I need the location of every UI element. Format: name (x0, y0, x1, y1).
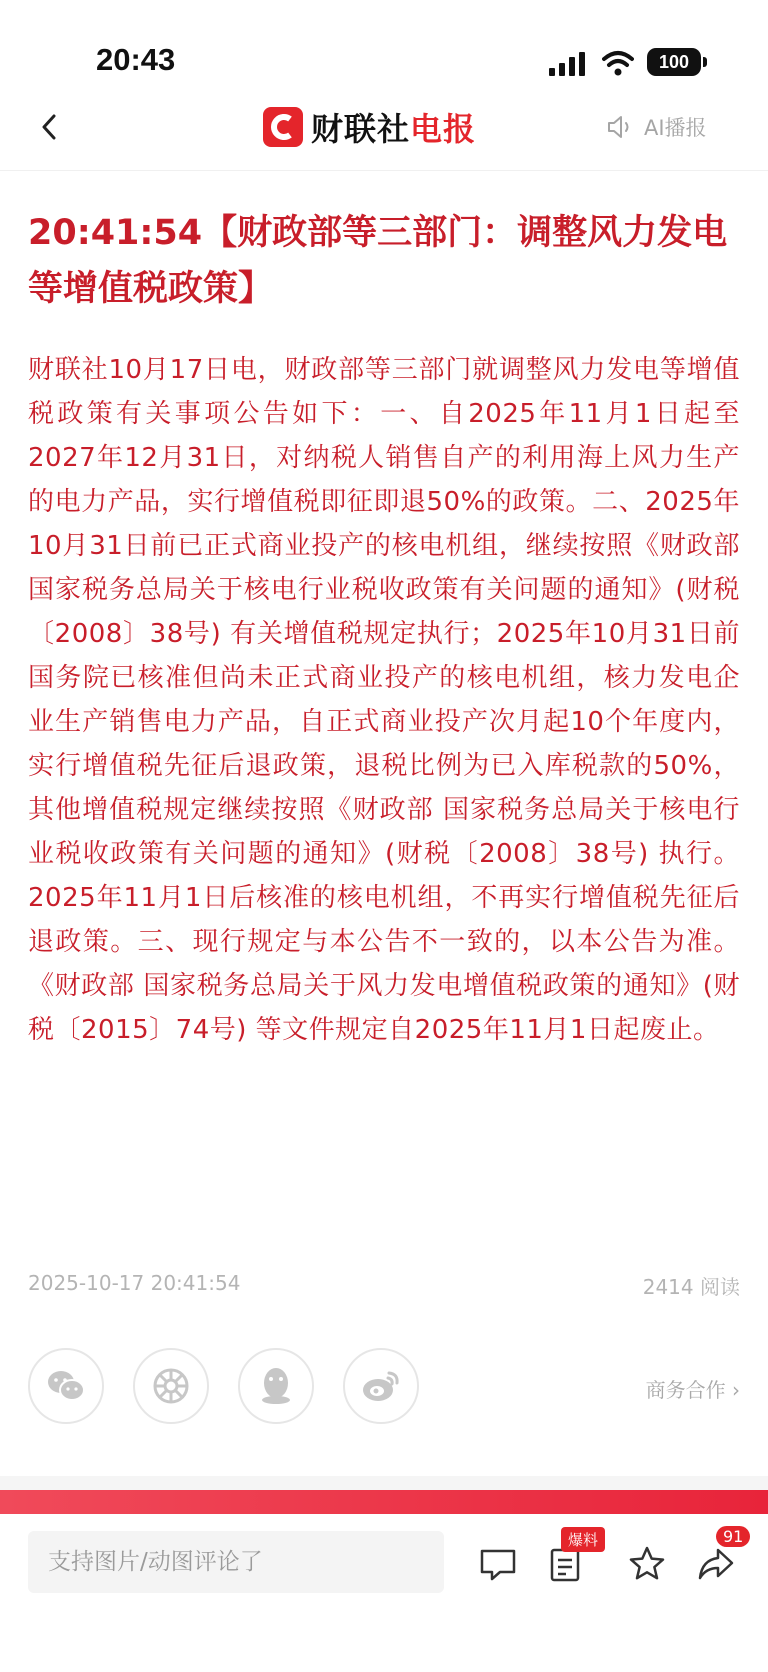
status-time: 20:43 (96, 42, 176, 77)
status-bar (0, 0, 768, 90)
tip-badge: 爆料 (561, 1527, 605, 1552)
article-body: 财联社10月17日电，财政部等三部门就调整风力发电等增值税政策有关事项公告如下：一、自2025年11月1日起至2027年12月31日，对纳税人销售自产的利用海上风力生产的电力产品，实行增值税即征即退50%的政策。二、2025年10月31日前已正式商业投产的核电机组，继续按照《财政部 国家税务总局关于核电行业税收政策有关问题的通知》(财税〔2008〕38号) 有关增值税规定执行；2025年10月31日前国务院已核准但尚未正式商业投产的核电机组，核力发电企业生产销售电力产品，自正式商业投产次月起10个年度内，实行增值税先征后退政策，退税比例为已入库税款的50%，其他增值税规定继续按照《财政部 国家税务总局关于核电行业税收政策有关问题的通知》(财税〔2008〕38号) 执行。2025年11月1日后核准的核电机组，不再实行增值税先征后退政策。三、现行规定与本公告不一致的，以本公告为准。《财政部 国家税务总局关于风力发电增值税政策的通知》(财税〔2015〕74号) 等文件规定自2025年11月1日起废止。 (28, 355, 740, 1045)
comment-icon[interactable] (478, 1544, 518, 1584)
battery-icon (647, 48, 701, 76)
article-headline: 20:41:54【财政部等三部门：调整风力发电等增值税政策】 (28, 213, 728, 309)
app-logo (263, 104, 476, 150)
ai-broadcast-button[interactable] (606, 112, 707, 142)
weibo-icon (361, 1369, 401, 1403)
battery-level: 100 (658, 52, 690, 72)
qq-icon (259, 1366, 293, 1406)
wifi-icon (602, 50, 634, 76)
cellular-signal-icon (549, 52, 589, 76)
promo-banner[interactable] (0, 1490, 768, 1514)
share-count-badge: 91 (716, 1526, 750, 1547)
share-wechat-button[interactable] (28, 1348, 104, 1424)
comment-input[interactable] (28, 1531, 444, 1593)
divider (0, 1476, 768, 1490)
share-qq-button[interactable] (238, 1348, 314, 1424)
share-weibo-button[interactable] (343, 1348, 419, 1424)
nav-bar (0, 90, 768, 171)
logo-text: 财联社电报 (311, 110, 477, 148)
ai-broadcast-label: AI播报 (644, 116, 707, 140)
business-cooperation-link[interactable]: 商务合作 › (645, 1378, 740, 1402)
moments-icon (152, 1367, 190, 1405)
article-meta (28, 1271, 740, 1301)
bottom-bar (0, 1514, 768, 1672)
publish-time: 2025-10-17 20:41:54 (28, 1271, 241, 1295)
back-icon[interactable] (30, 102, 70, 152)
share-icon[interactable] (696, 1544, 736, 1584)
logo-c-icon (263, 107, 303, 147)
speaker-icon (606, 114, 636, 140)
wechat-icon (46, 1368, 86, 1404)
share-row (28, 1348, 740, 1428)
star-icon[interactable] (627, 1544, 667, 1584)
read-count: 2414 阅读 (642, 1275, 740, 1299)
share-moments-button[interactable] (133, 1348, 209, 1424)
